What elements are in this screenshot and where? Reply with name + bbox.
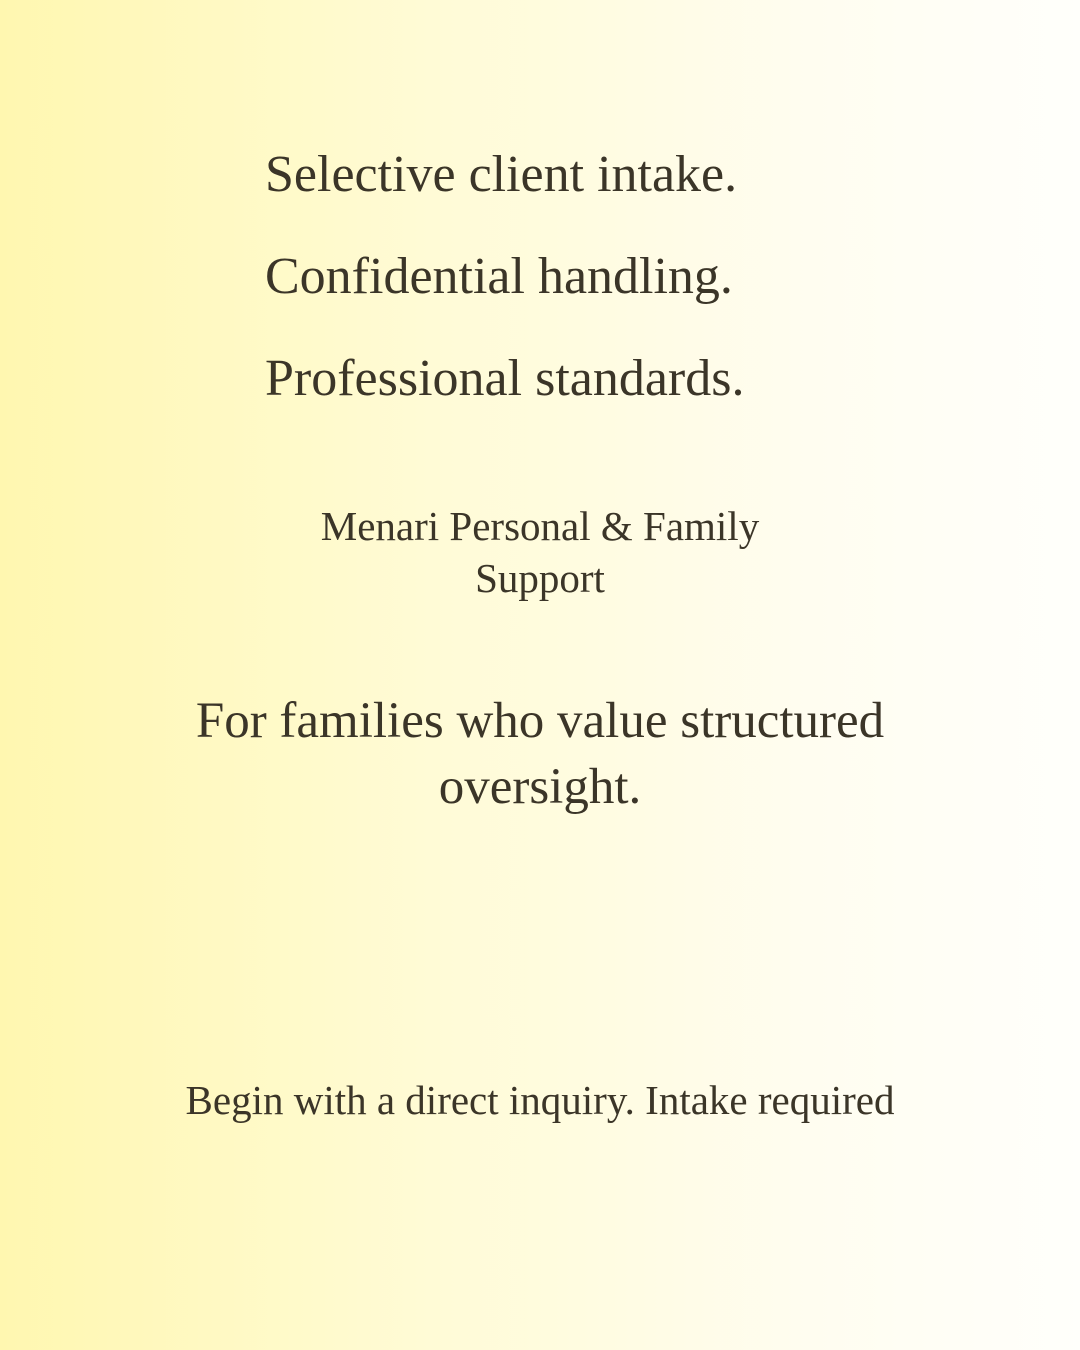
tagline-confidential-handling: Confidential handling. bbox=[265, 248, 733, 305]
tagline-list bbox=[265, 140, 965, 430]
brand-name-line-1: Menari Personal & Family bbox=[320, 503, 760, 549]
positioning-line-1: For families who value structured bbox=[195, 693, 885, 749]
positioning-statement bbox=[0, 688, 1080, 820]
positioning-line-2: oversight. bbox=[438, 759, 642, 815]
call-to-action: Begin with a direct inquiry. Intake required bbox=[185, 1077, 895, 1123]
tagline-selective-intake: Selective client intake. bbox=[265, 146, 738, 203]
brand-name bbox=[0, 500, 1080, 604]
tagline-professional-standards: Professional standards. bbox=[265, 350, 745, 407]
brand-name-line-2: Support bbox=[475, 555, 605, 601]
